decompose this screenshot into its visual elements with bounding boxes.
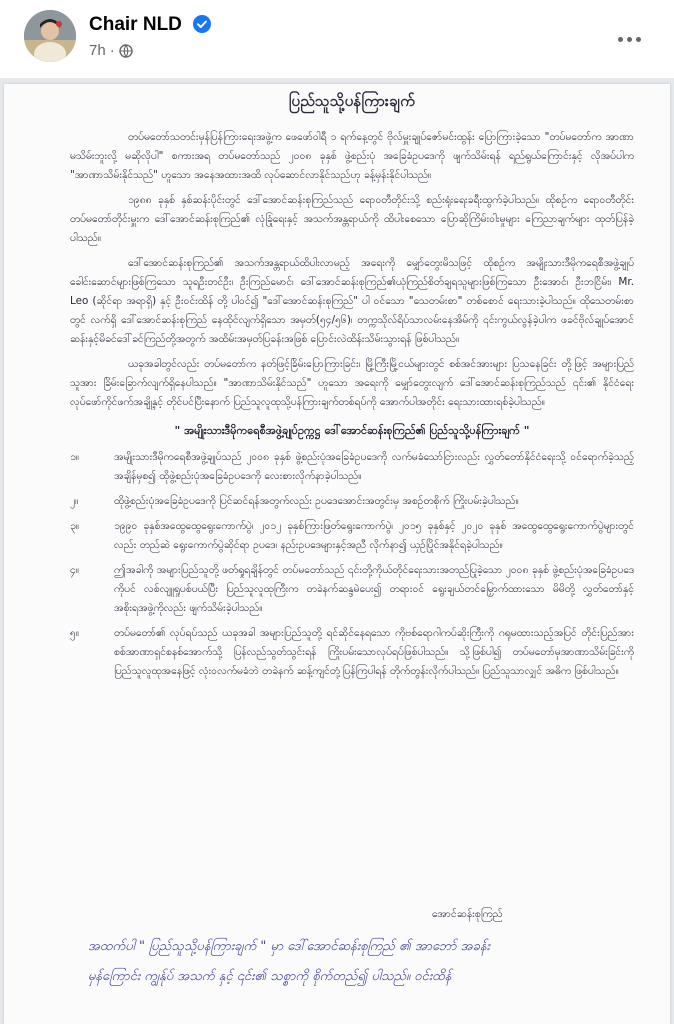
post-meta xyxy=(89,42,133,59)
statement-document xyxy=(70,92,634,687)
avatar-portrait-icon xyxy=(24,10,76,62)
meta-separator: · xyxy=(109,42,115,59)
verified-badge-icon xyxy=(193,15,211,33)
item-number: ၄။ xyxy=(70,564,79,576)
appeal-heading: " အမျိုးသားဒီမိုကရေစီအဖွဲ့ချုပ်ဥက္ကဋ္ဌ ဒေါ်အောင်ဆန်းစုကြည်၏ ပြည်သူသို့ပန်ကြားချက် " xyxy=(174,424,530,437)
item-text: ထိုဖွဲ့စည်းပုံအခြေခံဥပဒေကို ပြင်ဆင်ရန်အတွက်လည်း ဥပဒေအောင်းအတွင်းမှ အစဉ်တစိုက် ကြိုးပမ်းခဲ့ပါသည်။ xyxy=(114,495,519,507)
item-number: ၂။ xyxy=(70,495,79,507)
appeal-item xyxy=(70,448,634,486)
document-title: ပြည်သူသို့ပန်ကြားချက် xyxy=(288,92,416,110)
page-name[interactable]: Chair NLD xyxy=(89,14,182,35)
item-number: ၁။ xyxy=(70,451,79,463)
more-dots-icon xyxy=(618,37,623,42)
post-header xyxy=(0,0,674,78)
appeal-item xyxy=(70,492,634,511)
item-text: ၁၉၉၀ ခုနှစ်အထွေထွေရွေးကောက်ပွဲ၊ ၂၀၁၂ ခုနှစ်ကြားဖြတ်ရွေးကောက်ပွဲ၊ ၂၀၁၅ ခုနှစ်နှင့် ၂၀၂၀ ခုနှစ် အထွေထွေရွေးကောက်ပွဲများတွင်လည်း တည်ဆဲ ရွေးကောက်ပွဲဆိုင်ရာ ဥပဒေ၊ နည်းဥပဒေများနှင့်အညီ လိုက်နာ၍ ယှဉ်ပြိုင်အနိုင်ရခဲ့ပါသည်။ xyxy=(114,520,634,551)
more-dots-icon xyxy=(636,37,641,42)
handwritten-note-line: မှန်ကြောင်း ကျွန်ုပ် အသက် နှင့် ၎င်း၏ သစ္စာကို စိုက်တည်၍ ပါသည်။ ဝင်းထိန် xyxy=(88,969,452,984)
globe-icon[interactable] xyxy=(119,44,133,58)
item-number: ၃။ xyxy=(70,520,79,532)
handwritten-note-line: အထက်ပါ " ပြည်သူသို့ပန်ကြားချက် " မှာ ဒေါ်အောင်ဆန်းစုကြည် ၏ အာဘော် အခန်း xyxy=(88,939,490,954)
item-text: အမျိုးသားဒီမိုကရေစီအဖွဲ့ချုပ်သည် ၂၀၀၈ ခုနှစ် ဖွဲ့စည်းပုံအခြေခံဥပဒေကို လက်မခံသော်ငြားလည်း လွှတ်တော်နိုင်ငံရေးသို့ ဝင်ရောက်ခဲ့သည့်အချိန်မှစ၍ ထိုဖွဲ့စည်းပုံအခြေခံဥပဒေကို လေးစားလိုက်နာခဲ့ပါသည်။ xyxy=(114,451,634,482)
appeal-item xyxy=(70,561,634,618)
signer-name: အောင်ဆန်းစုကြည် xyxy=(432,908,503,920)
document-paragraph: ဒေါ်အောင်ဆန်းစုကြည်၏ အသက်အန္တရာယ်ထိပါးလာမည့် အရေးကို မျှော်တွေးမိသဖြင့် ထိုစဉ်က အမျိုးသားဒီမိုကရေစီအဖွဲ့ချုပ်ခေါင်းဆောင်များဖြစ်ကြသော သူရဦးတင်ဦး၊ ဦးကြည်မောင်၊ ဒေါ်အောင်ဆန်းစုကြည်၏ယုံကြည်စိတ်ချရသူများဖြစ်ကြသော ဦးအောင်၊ ဦးဘငြိမ်း၊ Mr. Leo (ဆိုင်ရာ အရာရှိ) နှင့် ဦးဝင်းထိန် တို့ ပါဝင်၍ "ဒေါ်အောင်ဆန်းစုကြည်" ပါ ဝင်သော "သေတမ်းစာ" တစ်စောင် ရေးသားခဲ့ပါသည်။ ထိုသေတမ်းစာတွင် လက်ရှိ ဒေါ်အောင်ဆန်းစုကြည် နေထိုင်လျက်ရှိသော အမှတ်(၅၄/၅၆)၊ တက္ကသိုလ်ရိပ်သာလမ်းနေအိမ်ကို ၎င်းကွယ်လွန်ခဲ့ပါက ဖခင်ဗိုလ်ချုပ်အောင်ဆန်းနှင့်မိခင်ဒေါ်ခင်ကြည်တို့အတွက် အထိမ်းအမှတ်ပြခန်းအဖြစ် ပြောင်းလဲထိန်းသိမ်းသွားရန် ဖြစ်ပါသည်။ xyxy=(70,257,634,345)
more-dots-icon xyxy=(627,37,632,42)
item-text: တပ်မတော်၏ လုပ်ရပ်သည် ယခုအခါ အများပြည်သူတို့ ရင်ဆိုင်နေရသော ကိုဗစ်ရောဂါကပ်ဆိုးကြီးကို ဂရုမထားသည့်အပြင် တိုင်းပြည်အား စစ်အာဏာရှင်စနစ်အောက်သို့ ပြန်လည်သွတ်သွင်းရန် ကြိုးပမ်းသောလုပ်ရပ်ဖြစ်ပါသည်။ သို့ဖြစ်ပါ၍ တပ်မတော်မှအာဏာသိမ်းခြင်းကို ပြည်သူလူထုအနေဖြင့် လုံးဝလက်မခံဘဲ တခဲနက် ဆန့်ကျင်တုံ့ပြန်ကြပါရန် တိုက်တွန်းလိုက်ပါသည်။ ပြည်သူသာလျှင် အဓိက ဖြစ်ပါသည်။ xyxy=(114,627,634,677)
item-text: ဤအခါကို အများပြည်သူတို့ ဖတ်ရှုရချိန်တွင် တပ်မတော်သည် ၎င်းတို့ကိုယ်တိုင်ရေးသားအတည်ပြုခဲ့သော ၂၀၀၈ ခုနှစ် ဖွဲ့စည်းပုံအခြေခံဥပဒေကိုပင် လစ်လျူရှုပစ်ပယ်ပြီး ပြည်သူလူထုကြီးက တခဲနက်ဆန္ဒမဲပေး၍ တရားဝင် ရွေးချယ်တင်မြှောက်ထားသော မိမိတို့ လွှတ်တော်နှင့် အစိုးရအဖွဲ့ကိုလည်း ဖျက်သိမ်းခဲ့ပါသည်။ xyxy=(114,564,634,614)
post-time[interactable]: 7h xyxy=(89,42,106,59)
document-paragraph: ၁၉၈၈ ခုနှစ် နှစ်ဆန်းပိုင်းတွင် ဒေါ်အောင်ဆန်းစုကြည်သည် ရောဝတီတိုင်းသို့ စည်းရုံးရေးခရီးထွက်ခဲ့ပါသည်။ ထိုစဉ်က ရောဝတီတိုင်း တပ်မတော်တိုင်းမှူးက ဒေါ်အောင်ဆန်းစုကြည်၏ လုံခြုံရေးနှင့် အသက်အန္တရာယ်ကို ထိပါးစေသော ပြောဆိုကြိမ်းဝါးမှုများ ကြေညာချက်များ ထုတ်ပြန်ခဲ့ပါသည်။ xyxy=(70,194,634,244)
appeal-item xyxy=(70,624,634,681)
appeal-item xyxy=(70,517,634,555)
document-paragraph: တပ်မတော်သတင်းမှန်ပြန်ကြားရေးအဖွဲ့က ဖေဖော်ဝါရီ ၁ ရက်နေ့တွင် ဗိုလ်မှူးချုပ်ဇော်မင်းထွန်း ပြောကြားခဲ့သော "တပ်မတော်က အာဏာမသိမ်းဘူးလို့ မဆိုလိုပါ" စကားအရ တပ်မတော်သည် ၂၀၀၈ ခုနှစ် ဖွဲ့စည်းပုံ အခြေခံဥပဒေကို ဖျက်သိမ်းရန် ရည်ရွယ်ကြောင်းနှင့် လိုအပ်ပါက "အာဏာသိမ်းနိုင်သည်" ဟူသော အနေအထားအထိ လုပ်ဆောင်လာနိုင်သည်ဟု ခန့်မှန်းနိုင်ပါသည်။ xyxy=(70,131,634,181)
document-paragraph: ယခုအခါတွင်လည်း တပ်မတော်က နတ်ဖြင့်ခြိမ်းပြောကြားခြင်း၊ မြို့ကြီးမြို့ငယ်များတွင် စစ်အင်အားများ ပြသနေခြင်း တို့ဖြင့် အများပြည်သူအား ခြိမ်းခြောက်လျက်ရှိနေပါသည်။ "အာဏာသိမ်းနိုင်သည်" ဟူသော အရေးကို မျှော်တွေးလျက် ဒေါ်အောင်ဆန်းစုကြည်သည် ၎င်း၏ နိုင်ငံရေးလုပ်ဖော်ကိုင်ဖက်အချို့နှင့် တိုင်ပင်ပြီးနောက် ပြည်သူလူထုသို့ပန်ကြားချက်တစ်ရပ်ကို အောက်ပါအတိုင်း ရေးသားထားရစ်ခဲ့ပါသည်။ xyxy=(70,358,634,408)
more-options-button[interactable] xyxy=(614,24,644,54)
page-avatar[interactable] xyxy=(24,10,76,62)
item-number: ၅။ xyxy=(70,627,79,639)
